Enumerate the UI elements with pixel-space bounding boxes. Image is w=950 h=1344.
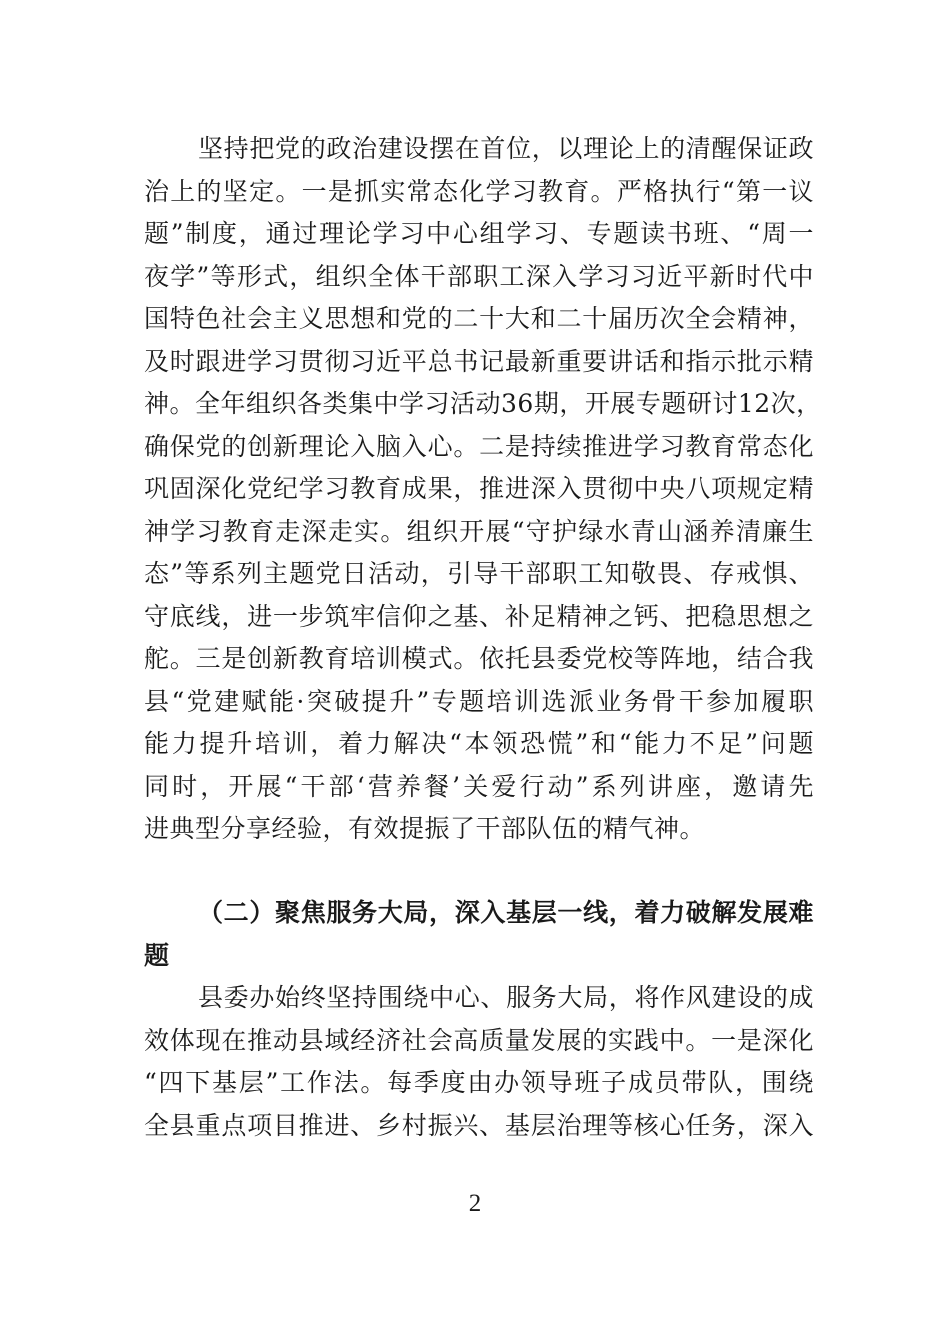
section-heading xyxy=(144,892,814,977)
text-line: 神学习教育走深走实。组织开展“守护绿水青山涵养清廉生 xyxy=(144,516,814,546)
text-line: 确保党的创新理论入脑入心。二是持续推进学习教育常态化 xyxy=(144,431,814,461)
text-line: 神。全年组织各类集中学习活动36期，开展专题研讨12次， xyxy=(144,389,822,418)
text-line: 及时跟进学习贯彻习近平总书记最新重要讲话和指示批示精 xyxy=(144,346,814,376)
paragraph-political-building xyxy=(144,128,822,851)
text-line: 坚持把党的政治建设摆在首位，以理论上的清醒保证政 xyxy=(198,134,814,163)
text-line: 国特色社会主义思想和党的二十大和二十届历次全会精神， xyxy=(144,304,814,333)
text-line: 能力提升培训，着力解决“本领恐慌”和“能力不足”问题 xyxy=(144,729,814,758)
heading-line: （二）聚焦服务大局，深入基层一线，着力破解发展难 xyxy=(198,898,814,927)
text-line: 守底线，进一步筑牢信仰之基、补足精神之钙、把稳思想之 xyxy=(144,601,814,631)
page-number: 2 xyxy=(468,1190,482,1217)
heading-line: 题 xyxy=(144,940,170,970)
paragraph-serve-overall xyxy=(144,977,814,1147)
text-line: 同时，开展“干部‘营养餐’关爱行动”系列讲座，邀请先 xyxy=(144,771,814,801)
text-line: 舵。三是创新教育培训模式。依托县委党校等阵地，结合我 xyxy=(144,644,814,673)
text-line: 题”制度，通过理论学习中心组学习、专题读书班、“周一 xyxy=(144,219,814,248)
text-line: 全县重点项目推进、乡村振兴、基层治理等核心任务，深入 xyxy=(144,1110,814,1140)
text-line: 态”等系列主题党日活动，引导干部职工知敬畏、存戒惧、 xyxy=(144,559,814,588)
text-line: 巩固深化党纪学习教育成果，推进深入贯彻中央八项规定精 xyxy=(144,474,814,503)
text-line: 夜学”等形式，组织全体干部职工深入学习习近平新时代中 xyxy=(144,261,814,291)
text-line: 效体现在推动县域经济社会高质量发展的实践中。一是深化 xyxy=(144,1025,814,1055)
text-line: 县委办始终坚持围绕中心、服务大局，将作风建设的成 xyxy=(198,983,814,1012)
text-line: 进典型分享经验，有效提振了干部队伍的精气神。 xyxy=(144,814,706,843)
text-line: “四下基层”工作法。每季度由办领导班子成员带队，围绕 xyxy=(144,1068,814,1097)
text-line: 县“党建赋能·突破提升”专题培训选派业务骨干参加履职 xyxy=(144,686,814,716)
text-line: 治上的坚定。一是抓实常态化学习教育。严格执行“第一议 xyxy=(144,176,814,206)
